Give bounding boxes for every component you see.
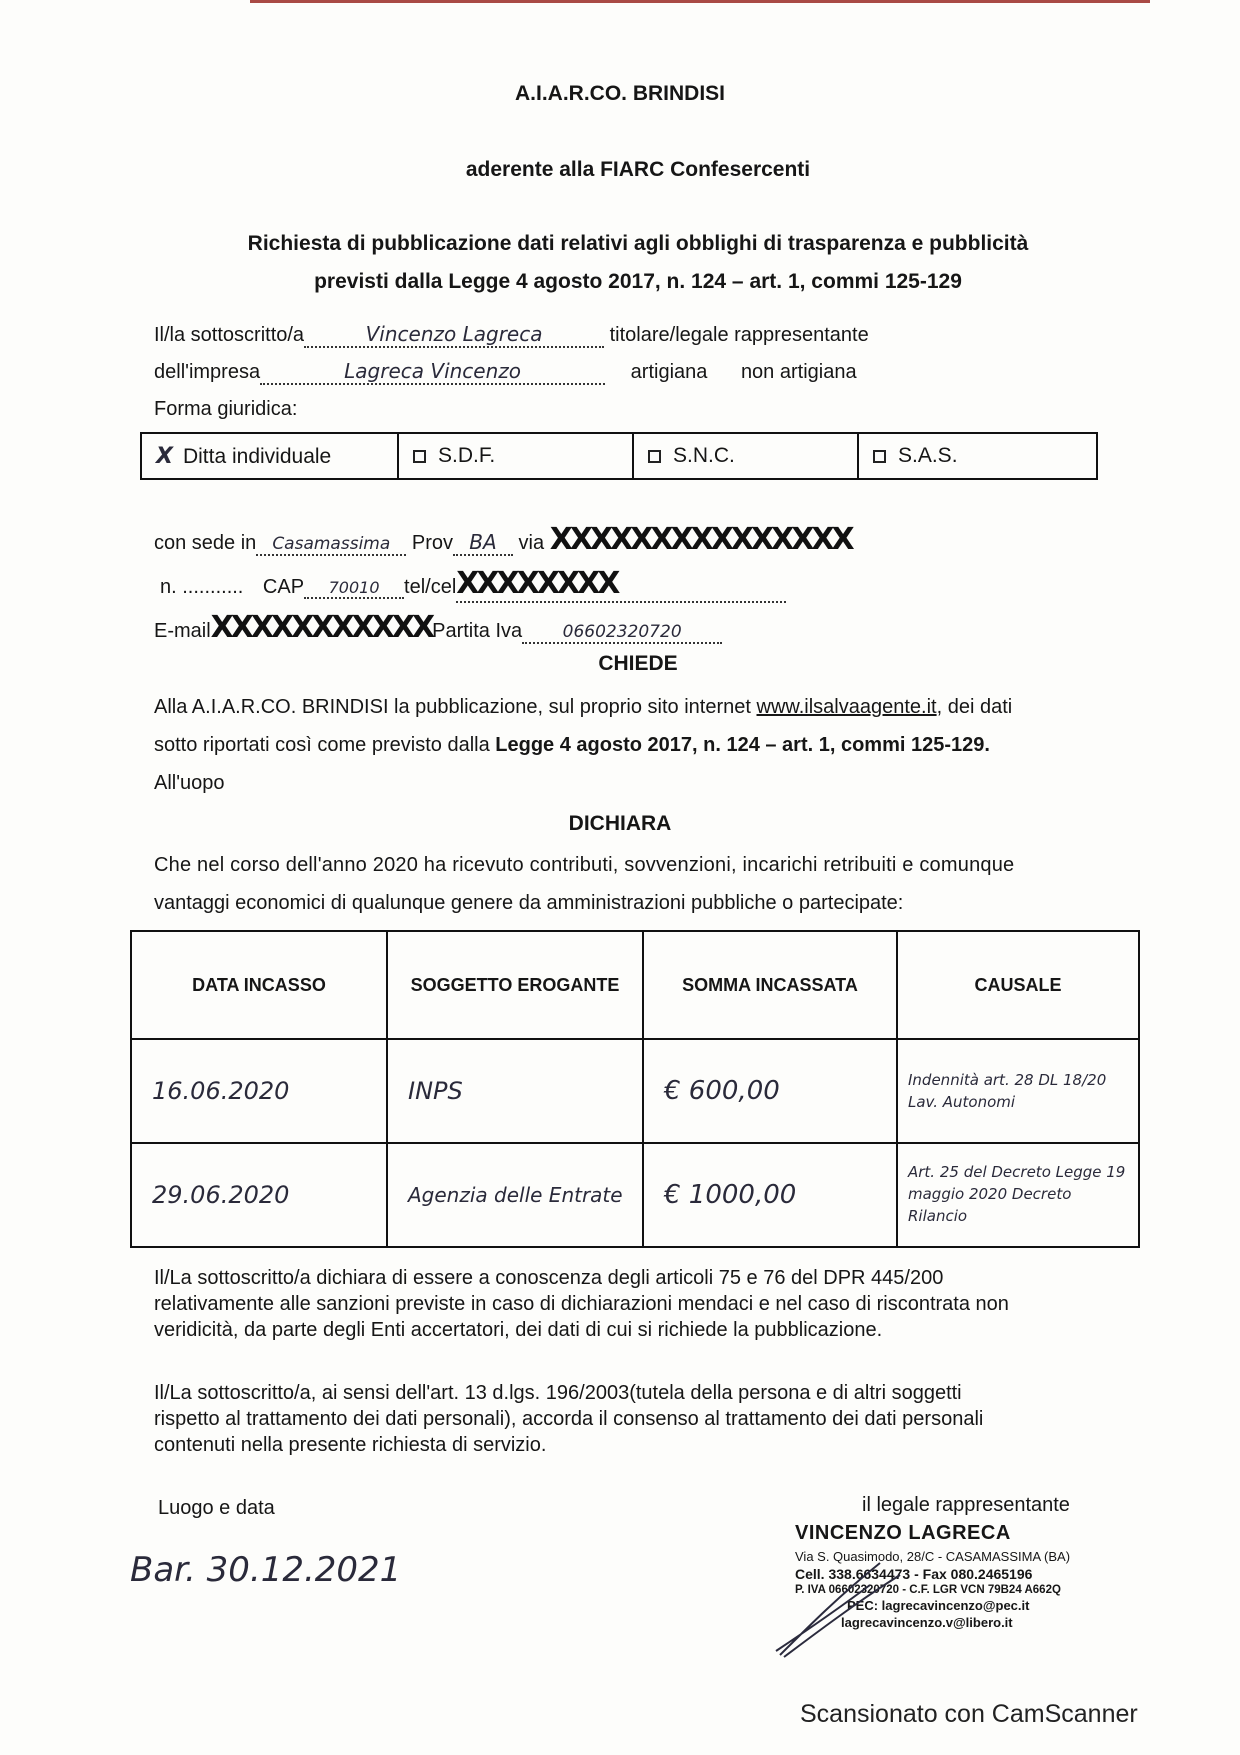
number-label: n. ........... [160, 576, 244, 598]
legal-form-ditta[interactable] [141, 433, 398, 479]
chiede-law-reference: Legge 4 agosto 2017, n. 124 – art. 1, commi 125-129. [495, 734, 990, 756]
prov-field[interactable]: BA [453, 530, 513, 556]
table-header-row [131, 931, 1139, 1039]
via-label: via [518, 532, 545, 554]
chiede-line-3: All'uopo [154, 772, 225, 794]
header-soggetto-erogante: SOGGETTO EROGANTE [387, 931, 643, 1039]
cell-entity: INPS [387, 1039, 643, 1143]
artigiana-option[interactable]: artigiana [630, 361, 708, 383]
prov-label: Prov [411, 532, 453, 554]
dichiara-heading: DICHIARA [568, 812, 672, 835]
declaration-2-line: contenuti nella presente richiesta di servizio. [154, 1434, 547, 1456]
contributions-table [130, 930, 1140, 1248]
legal-form-snc[interactable] [633, 433, 858, 479]
piva-field[interactable]: 06602320720 [522, 622, 722, 644]
company-row [154, 359, 857, 385]
checkbox-icon [413, 450, 426, 463]
stamp-vat: P. IVA 06602320720 - C.F. LGR VCN 79B24 A662Q [795, 1584, 1061, 1596]
declaration-1-line: veridicità, da parte degli Enti accertatori, dei dati di cui si richiede la pubblicazione. [154, 1319, 883, 1341]
cell-date: 16.06.2020 [131, 1039, 387, 1143]
camscanner-watermark: Scansionato con CamScanner [800, 1700, 1138, 1728]
stamp-pec: PEC: lagrecavincenzo@pec.it [847, 1598, 1030, 1613]
company-label: dell'impresa [154, 361, 261, 383]
declaration-2-line: rispetto al trattamento dei dati personali), accorda il consenso al trattamento dei dati personali [154, 1408, 984, 1430]
stamp-name: VINCENZO LAGRECA [795, 1522, 1011, 1544]
header-data-incasso: DATA INCASSO [131, 931, 387, 1039]
legal-form-label-sas: S.A.S. [898, 444, 958, 467]
role-label: titolare/legale rappresentante [609, 324, 869, 346]
sede-row [154, 522, 852, 557]
subject-line-1: Richiesta di pubblicazione dati relativi agli obblighi di trasparenza e pubblicità [247, 232, 1029, 255]
declaration-privacy [154, 1380, 983, 1458]
legal-form-sdf[interactable] [398, 433, 633, 479]
sede-field[interactable]: Casamassima [256, 534, 406, 556]
table-row [131, 1143, 1139, 1247]
sede-label: con sede in [154, 532, 257, 554]
cap-field[interactable]: 70010 [304, 578, 404, 599]
stamp-phone: Cell. 338.6634473 - Fax 080.2465196 [795, 1566, 1033, 1582]
dichiara-line-2: vantaggi economici di qualunque genere da amministrazioni pubbliche o partecipate: [154, 892, 904, 914]
scan-edge-line [250, 0, 1150, 3]
tel-field[interactable] [456, 566, 786, 603]
legal-form-label: Forma giuridica: [154, 398, 298, 420]
signer-row [154, 322, 869, 348]
dichiara-line-1: Che nel corso dell'anno 2020 ha ricevuto contributi, sovvenzioni, incarichi retribuiti e comunque [154, 854, 1015, 876]
cell-date: 29.06.2020 [131, 1143, 387, 1247]
signer-field[interactable]: Vincenzo Lagreca [304, 322, 604, 348]
cell-reason: Art. 25 del Decreto Legge 19 maggio 2020 Decreto Rilancio [897, 1143, 1139, 1247]
cell-entity: Agenzia delle Entrate [387, 1143, 643, 1247]
cap-row [160, 566, 786, 603]
declaration-2-line: Il/La sottoscritto/a, ai sensi dell'art. 13 d.lgs. 196/2003(tutela della persona e di altri soggetti [154, 1382, 962, 1404]
subject-line-2: previsti dalla Legge 4 agosto 2017, n. 124 – art. 1, commi 125-129 [314, 270, 962, 293]
tel-label: tel/cel [404, 576, 457, 598]
declaration-truthfulness [154, 1265, 1009, 1343]
place-date-field[interactable]: Bar. 30.12.2021 [130, 1550, 402, 1590]
cap-label: CAP [262, 576, 305, 598]
cell-amount: € 600,00 [643, 1039, 897, 1143]
chiede-heading: CHIEDE [598, 652, 678, 675]
legal-form-sas[interactable] [858, 433, 1097, 479]
legal-form-table [140, 432, 1098, 480]
website-link[interactable]: www.ilsalvaagente.it [756, 696, 937, 718]
legal-form-label-snc: S.N.C. [673, 444, 735, 467]
signer-label: Il/la sottoscritto/a [154, 324, 305, 346]
stamp-email: lagrecavincenzo.v@libero.it [841, 1615, 1013, 1630]
place-date-label: Luogo e data [158, 1497, 275, 1519]
checkbox-icon [648, 450, 661, 463]
cell-amount: € 1000,00 [643, 1143, 897, 1247]
header-causale: CAUSALE [897, 931, 1139, 1039]
email-label: E-mail [154, 620, 211, 642]
declaration-1-line: Il/La sottoscritto/a dichiara di essere a conoscenza degli articoli 75 e 76 del DPR 445/200 [154, 1267, 944, 1289]
via-field-redacted[interactable]: XXXXXXXXXXXXXXX [549, 522, 852, 557]
piva-label: Partita Iva [432, 620, 523, 642]
table-row [131, 1039, 1139, 1143]
legal-rep-label: il legale rappresentante [862, 1494, 1070, 1516]
chiede-text-1b: , dei dati [936, 696, 1013, 718]
legal-form-label-sdf: S.D.F. [438, 444, 496, 467]
non-artigiana-option[interactable]: non artigiana [740, 361, 857, 383]
declaration-1-line: relativamente alle sanzioni previste in caso di dichiarazioni mendaci e nel caso di riscontrata non [154, 1293, 1009, 1315]
chiede-line-1 [154, 696, 1012, 719]
affiliation: aderente alla FIARC Confesercenti [465, 158, 811, 181]
email-row [154, 610, 722, 645]
header-somma-incassata: SOMMA INCASSATA [643, 931, 897, 1039]
email-field-redacted[interactable]: XXXXXXXXXXX [210, 610, 433, 645]
tel-value-redacted: XXXXXXXX [456, 566, 618, 601]
chiede-line-2 [154, 734, 990, 757]
cell-reason: Indennità art. 28 DL 18/20 Lav. Autonomi [897, 1039, 1139, 1143]
chiede-text-1a: Alla A.I.A.R.CO. BRINDISI la pubblicazione, sul proprio sito internet [154, 696, 751, 718]
checkbox-icon [873, 450, 886, 463]
chiede-text-2a: sotto riportati così come previsto dalla [154, 734, 490, 756]
stamp-address: Via S. Quasimodo, 28/C - CASAMASSIMA (BA) [795, 1549, 1071, 1564]
company-field[interactable]: Lagreca Vincenzo [260, 359, 605, 385]
selected-check-mark: X [156, 443, 173, 469]
signature-scribble [770, 1555, 930, 1665]
legal-form-label-ditta: Ditta individuale [182, 444, 332, 468]
org-title: A.I.A.R.CO. BRINDISI [514, 82, 725, 105]
